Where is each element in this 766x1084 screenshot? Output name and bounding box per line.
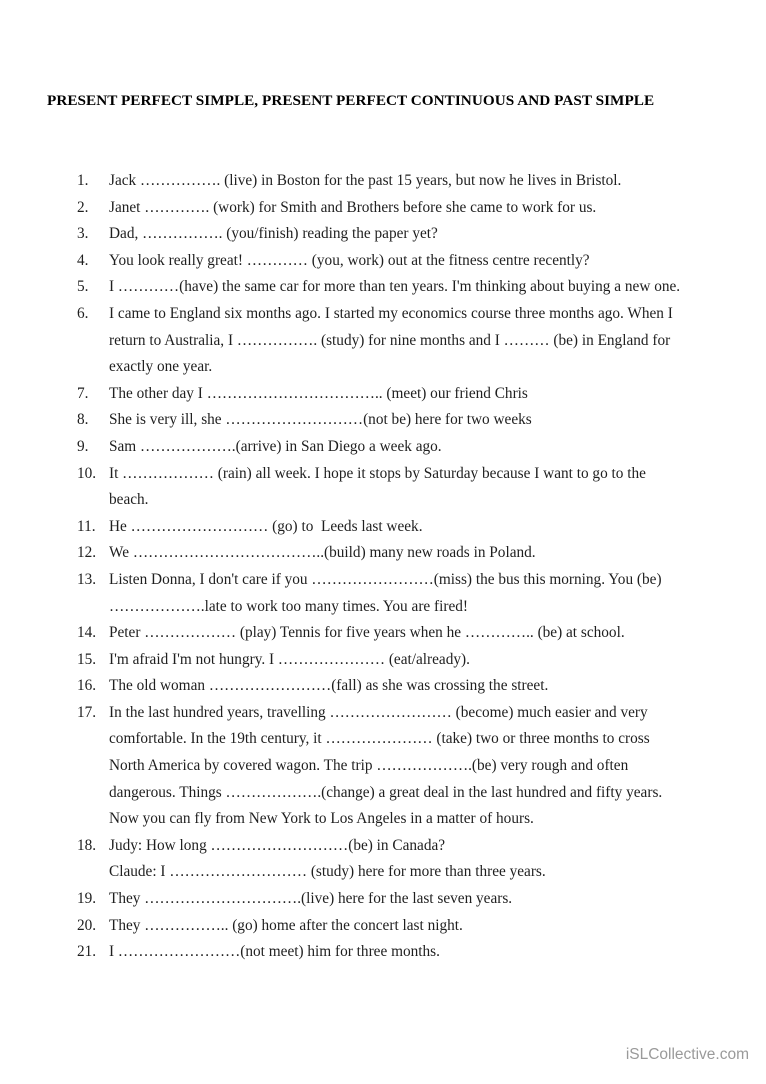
item-text [109,195,596,222]
item-text [109,673,548,700]
list-item [0,939,766,966]
list-item [0,168,766,195]
item-text [109,514,423,541]
list-item [0,886,766,913]
item-line: In the last hundred years, travelling …………………… (become) much easier and very [109,703,648,721]
item-line: She is very ill, she ………………………(not be) here for two weeks [109,411,532,429]
list-item [0,647,766,674]
item-line: Sam ……………….(arrive) in San Diego a week ago. [109,437,442,455]
item-text [109,886,512,913]
item-text [109,833,546,886]
item-text [109,913,463,940]
list-item [0,434,766,461]
item-line: beach. [109,491,149,509]
item-text [109,301,673,381]
item-number: 15. [77,650,97,668]
item-line: I ……………………(not meet) him for three months. [109,943,440,961]
item-line: I came to England six months ago. I started my economics course three months ago. When I [109,304,673,322]
item-text [109,381,528,408]
item-line: Listen Donna, I don't care if you ……………………(miss) the bus this morning. You (be) [109,570,662,588]
item-line: They …………….. (go) home after the concert last night. [109,916,463,934]
list-item [0,195,766,222]
item-text [109,540,536,567]
item-number: 16. [77,677,97,695]
item-number: 1. [77,172,89,189]
list-item [0,700,766,833]
item-number: 20. [77,916,97,934]
item-text [109,407,532,434]
item-line: They ………………………….(live) here for the last seven years. [109,890,513,908]
item-number: 14. [77,624,97,642]
item-line: exactly one year. [109,358,213,376]
list-item [0,514,766,541]
item-number: 18. [77,836,97,854]
list-item [0,221,766,248]
worksheet-title: PRESENT PERFECT SIMPLE, PRESENT PERFECT CONTINUOUS AND PAST SIMPLE [47,92,655,109]
list-item [0,461,766,514]
item-line: Judy: How long ………………………(be) in Canada? [109,836,446,854]
item-line: He ……………………… (go) to Leeds last week. [109,517,423,535]
item-line: You look really great! ………… (you, work) out at the fitness centre recently? [109,251,590,269]
list-item [0,407,766,434]
item-line: North America by covered wagon. The trip ……………….(be) very rough and often [109,757,629,775]
item-line: Claude: I ……………………… (study) here for more than three years. [109,863,546,881]
item-text [109,939,440,966]
item-line: We ………………………………..(build) many new roads in Poland. [109,544,536,562]
item-line: comfortable. In the 19th century, it ………………… (take) two or three months to cross [109,730,650,748]
item-line: Dad, ……………. (you/finish) reading the paper yet? [109,225,438,243]
item-line: return to Australia, I ……………. (study) for nine months and I ……… (be) in England for [109,331,671,349]
item-number: 2. [77,198,89,216]
item-line: I …………(have) the same car for more than ten years. I'm thinking about buying a new one. [109,278,681,296]
item-text [109,700,662,833]
item-text [109,221,438,248]
item-text [109,647,470,674]
item-line: Janet …………. (work) for Smith and Brothers before she came to work for us. [109,198,597,216]
item-number: 13. [77,570,97,588]
item-number: 9. [77,437,89,455]
item-line: ……………….late to work too many times. You are fired! [109,597,468,615]
item-text [109,274,680,301]
item-line: I'm afraid I'm not hungry. I ………………… (eat/already). [109,650,470,668]
item-line: Jack ……………. (live) in Boston for the past 15 years, but now he lives in Bristol. [109,172,622,189]
item-text [109,434,442,461]
item-number: 10. [77,464,97,482]
item-line: The other day I …………………………….. (meet) our friend Chris [109,384,528,402]
item-number: 6. [77,304,89,322]
item-line: It ……………… (rain) all week. I hope it stops by Saturday because I want to go to the [109,464,646,482]
item-number: 4. [77,251,89,269]
list-item [0,673,766,700]
item-line: Now you can fly from New York to Los Angeles in a matter of hours. [109,810,534,828]
item-text [109,567,662,620]
item-number: 11. [77,517,96,535]
watermark-isl-collective: iSLCollective.com [625,1046,749,1063]
item-text [109,620,625,647]
item-number: 19. [77,890,97,908]
exercise-list [0,168,766,966]
list-item [0,274,766,301]
list-item [0,248,766,275]
item-line: Peter ……………… (play) Tennis for five years when he ………….. (be) at school. [109,624,625,642]
list-item [0,301,766,381]
list-item [0,833,766,886]
item-text [109,248,590,275]
item-number: 3. [77,225,89,243]
item-number: 8. [77,411,89,429]
list-item [0,620,766,647]
list-item [0,913,766,940]
item-number: 17. [77,703,97,721]
list-item [0,540,766,567]
item-number: 21. [77,943,97,961]
item-number: 12. [77,544,97,562]
list-item [0,567,766,620]
item-number: 5. [77,278,89,296]
item-line: dangerous. Things ……………….(change) a great deal in the last hundred and fifty years. [109,783,663,801]
item-text [109,461,646,514]
list-item [0,381,766,408]
item-number: 7. [77,384,89,402]
item-line: The old woman ……………………(fall) as she was crossing the street. [109,677,549,695]
item-text [109,168,621,195]
